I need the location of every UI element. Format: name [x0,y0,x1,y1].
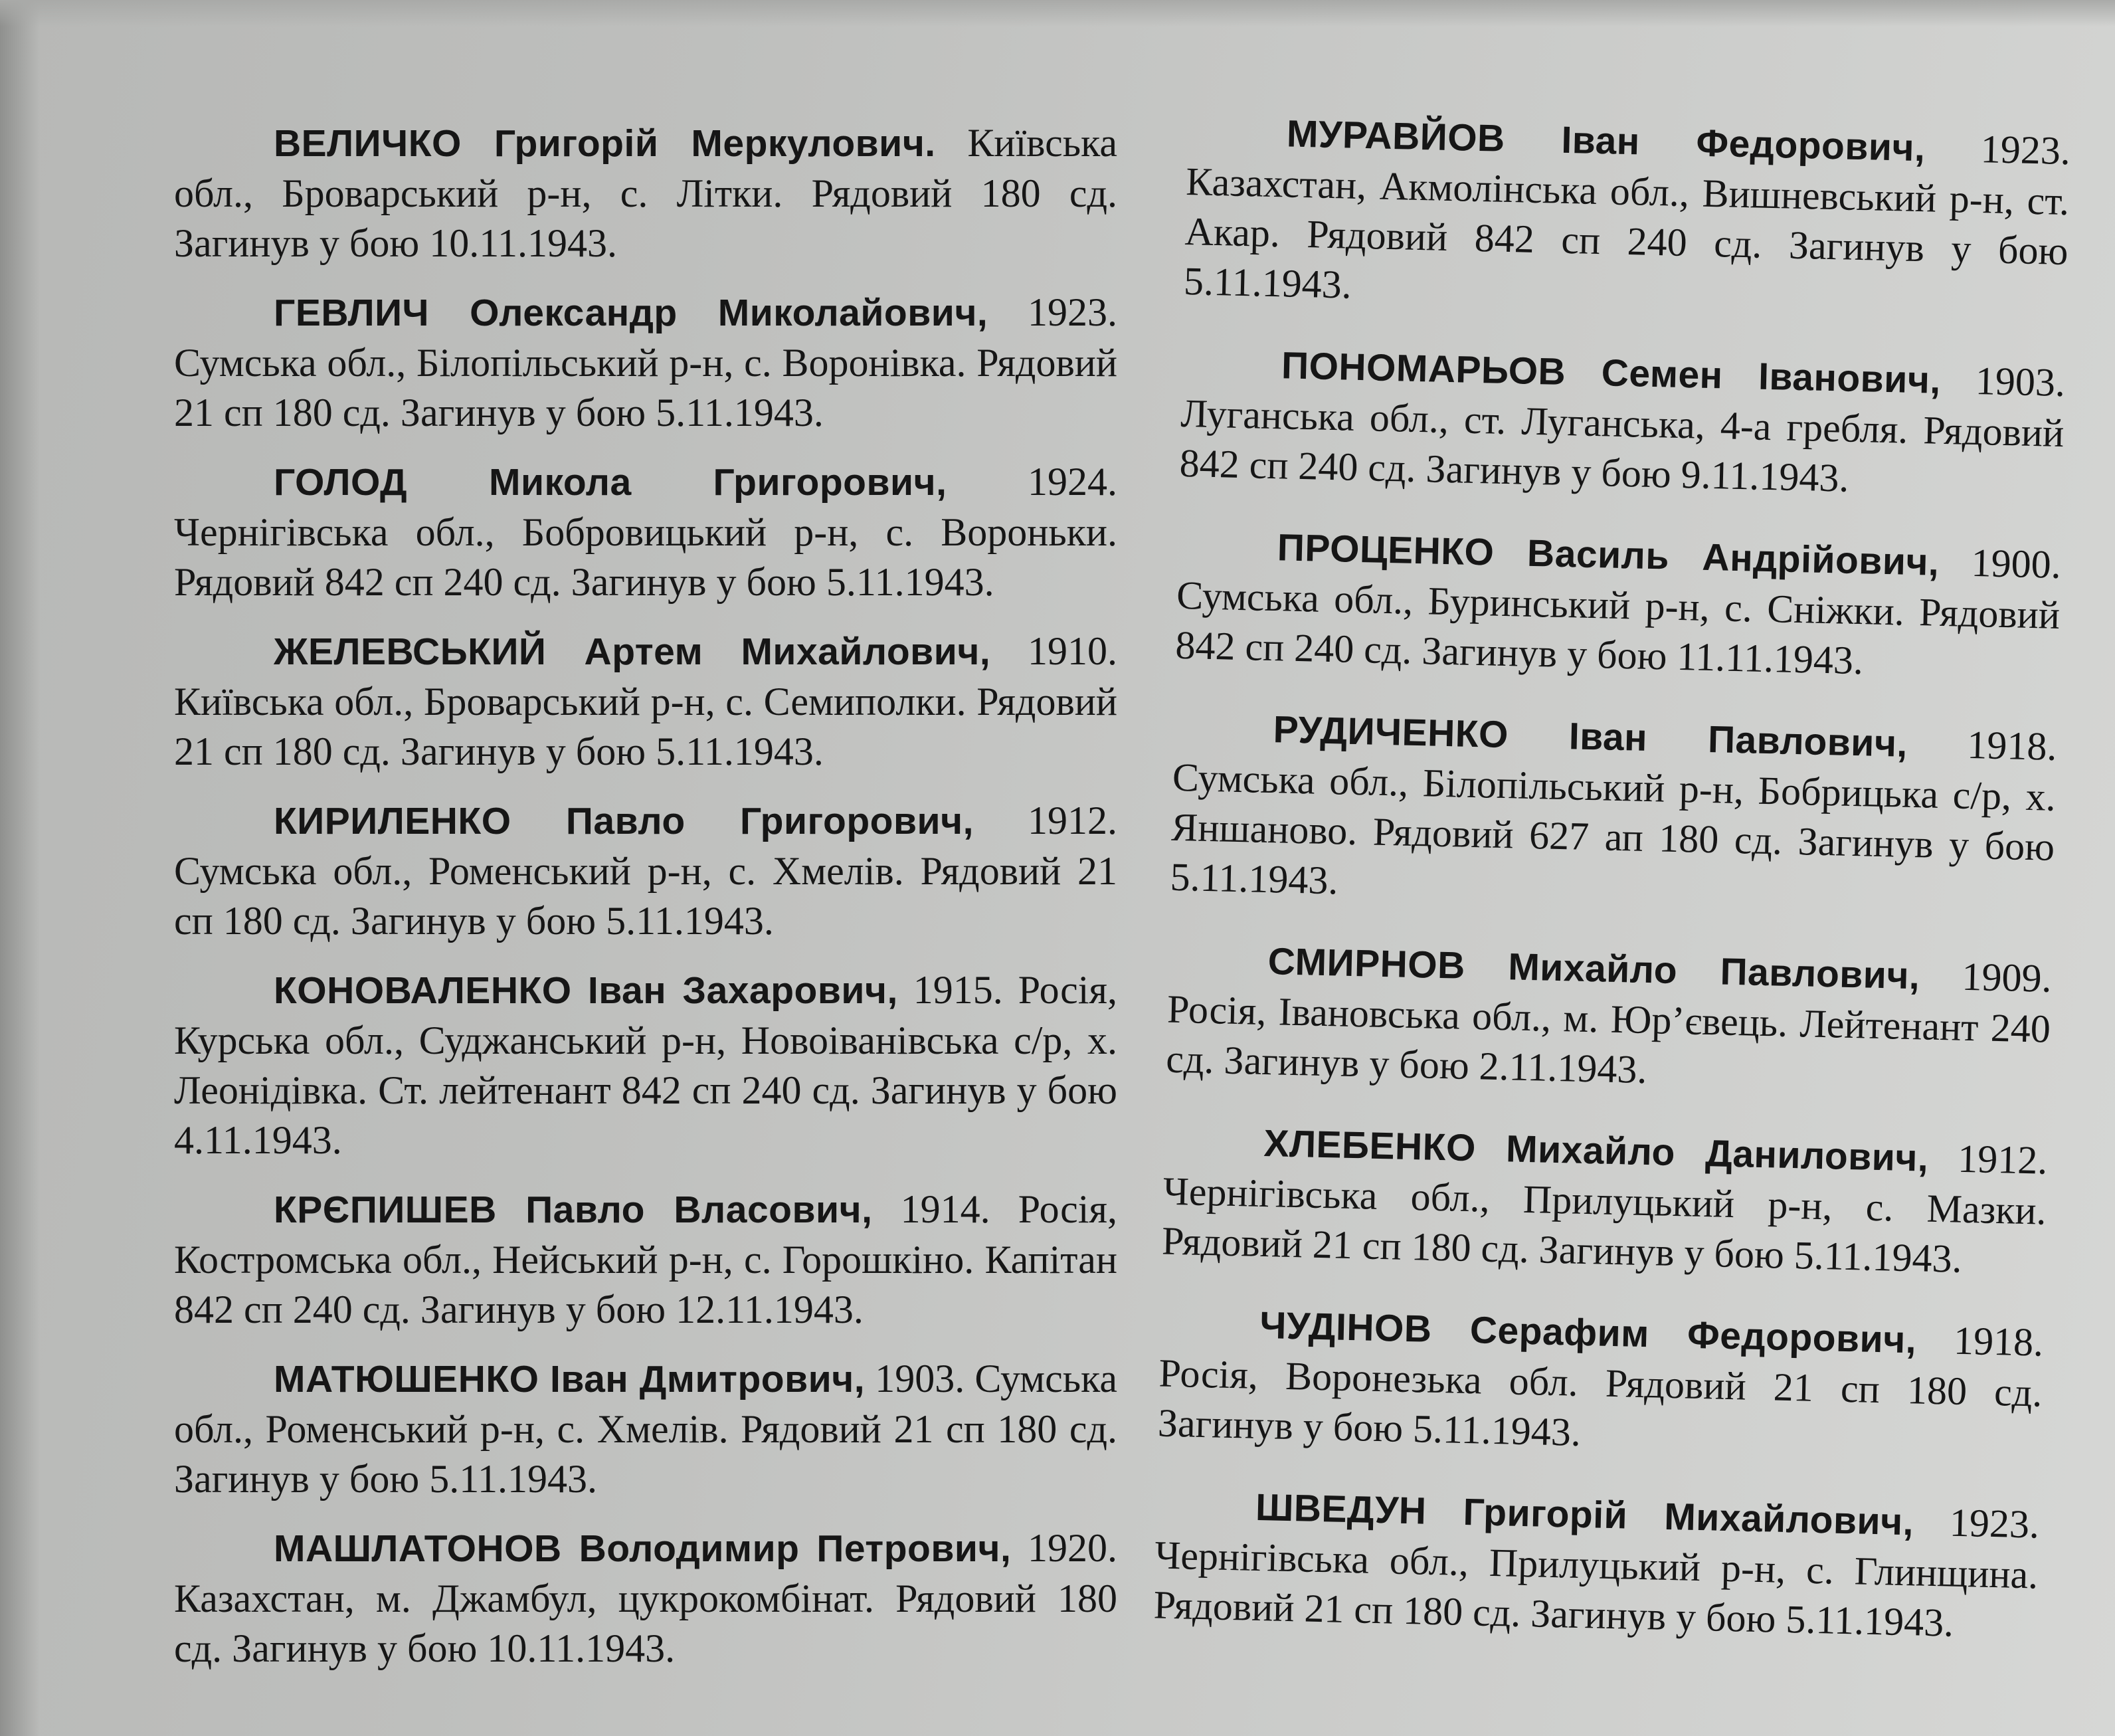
entry-name: ГЕВЛИЧ Олександр Миколайович, [274,292,988,334]
entry-details: 1903. Сумська обл., Роменський р-н, с. Хмелів. Рядовий 21 сп 180 сд. Загинув у бою 5.11.1943. [174,1357,1117,1501]
entry-krepyshev [174,1185,1117,1335]
entry-details: 1923. Сумська обл., Білопільський р-н, с. Воронівка. Рядовий 21 сп 180 сд. Загинув у бою 5.11.1943. [174,290,1117,434]
entry-zhelevskyi [174,627,1117,777]
entry-name: ШВЕДУН Григорій Михайлович, [1255,1486,1914,1544]
entry-holod [174,457,1117,607]
entry-rudychenko [1170,702,2057,922]
entry-name: СМИРНОВ Михайло Павлович, [1267,940,1921,998]
entry-protsenko [1175,520,2062,690]
entry-details: 1912. Сумська обл., Роменський р-н, с. Хмелів. Рядовий 21 сп 180 сд. Загинув у бою 5.11.1943. [174,799,1117,943]
right-column [1152,106,2071,1682]
entry-details: 1923. Казахстан, Акмолінська обл., Вишневський р-н, ст. Акар. Рядовий 842 сп 240 сд. Загинув у бою 5.11.1943. [1183,127,2071,307]
entry-name: МУРАВЙОВ Іван Федорович, [1286,112,1926,170]
entry-name: ЖЕЛЕВСЬКИЙ Артем Михайлович, [274,630,991,673]
page-edge-shadow [0,0,40,1736]
entry-details: 1909. Росія, Івановська обл., м. Юр’євець. Лейтенант 240 сд. Загинув у бою 2.11.1943. [1165,954,2053,1092]
entry-name: МАТЮШЕНКО Іван Дмитрович, [274,1358,866,1400]
entry-hevlych [174,288,1117,438]
entry-smyrnov [1166,934,2053,1104]
entry-matiushenko [174,1354,1117,1504]
entry-name: КИРИЛЕНКО Павло Григорович, [274,800,974,842]
left-column [174,118,1117,1693]
entry-name: ХЛЕБЕНКО Михайло Данилович, [1263,1122,1930,1180]
entry-name: ВЕЛИЧКО Григорій Меркулович. [274,122,936,165]
entry-shvedun [1153,1480,2040,1650]
entry-mashlatonov [174,1523,1117,1674]
entry-name: МАШЛАТОНОВ Володимир Петрович, [274,1527,1012,1570]
entry-name: КОНОВАЛЕНКО Іван Захарович, [274,969,898,1012]
entry-name: РУДИЧЕНКО Іван Павлович, [1273,708,1908,765]
page-top-shadow [0,0,2115,27]
entry-details: 1903. Луганська обл., ст. Луганська, 4-а гребля. Рядовий 842 сп 240 сд. Загинув у бою 9.11.1943. [1179,359,2066,500]
entry-name: КРЄПИШЕВ Павло Власович, [274,1189,873,1231]
entry-name: ПОНОМАРЬОВ Семен Іванович, [1281,344,1942,402]
entry-konovalenko [174,965,1117,1165]
entry-details: 1914. Росія, Костромська обл., Нейський р-н, с. Горошкіно. Капітан 842 сп 240 сд. Загинув у бою 12.11.1943. [174,1187,1117,1331]
entry-velychko [174,118,1117,268]
entry-details: 1912. Чернігівська обл., Прилуцький р-н, с. Мазки. Рядовий 21 сп 180 сд. Загинув у бою 5.11.1943. [1161,1136,2049,1281]
entry-details: 1915. Росія, Курська обл., Суджанський р-н, Новоіванівська с/р, х. Леонідівка. Ст. лейтенант 842 сп 240 сд. Загинув у бою 4.11.1943. [174,968,1117,1162]
entry-details: 1918. Сумська обл., Білопільський р-н, Бобрицька с/р, х. Яншаново. Рядовий 627 ап 180 сд. Загинув у бою 5.11.1943. [1169,722,2058,903]
entry-details: 1910. Київська обл., Броварський р-н, с. Семиполки. Рядовий 21 сп 180 сд. Загинув у бою 5.11.1943. [174,629,1118,773]
entry-name: ЧУДІНОВ Серафим Федорович, [1259,1303,1917,1362]
entry-details: 1900. Сумська обл., Буринський р-н, с. Сніжки. Рядовий 842 сп 240 сд. Загинув у бою 11.11.1943. [1174,540,2062,683]
entry-kyrylenko [174,796,1117,946]
entry-details: 1920. Казахстан, м. Джамбул, цукрокомбінат. Рядовий 180 сд. Загинув у бою 10.11.1943. [174,1526,1117,1670]
entry-chudinov [1157,1298,2044,1468]
entry-khlebenko [1161,1116,2048,1286]
entry-details: 1923. Чернігівська обл., Прилуцький р-н, с. Глинщина. Рядовий 21 сп 180 сд. Загинув у бою 5.11.1943. [1153,1500,2040,1645]
entry-details: Київська обл., Броварський р-н, с. Літки. Рядовий 180 сд. Загинув у бою 10.11.1943. [174,121,1118,265]
entry-name: ГОЛОД Микола Григорович, [274,461,947,504]
entry-ponomarov [1179,338,2066,508]
entry-details: 1918. Росія, Воронезька обл. Рядовий 21 сп 180 сд. Загинув у бою 5.11.1943. [1157,1318,2044,1454]
entry-details: 1924. Чернігівська обл., Бобровицький р-н, с. Вороньки. Рядовий 842 сп 240 сд. Загинув у бою 5.11.1943. [174,460,1117,604]
entry-muraviov [1183,106,2070,326]
entry-name: ПРОЦЕНКО Василь Андрійович, [1277,526,1940,584]
